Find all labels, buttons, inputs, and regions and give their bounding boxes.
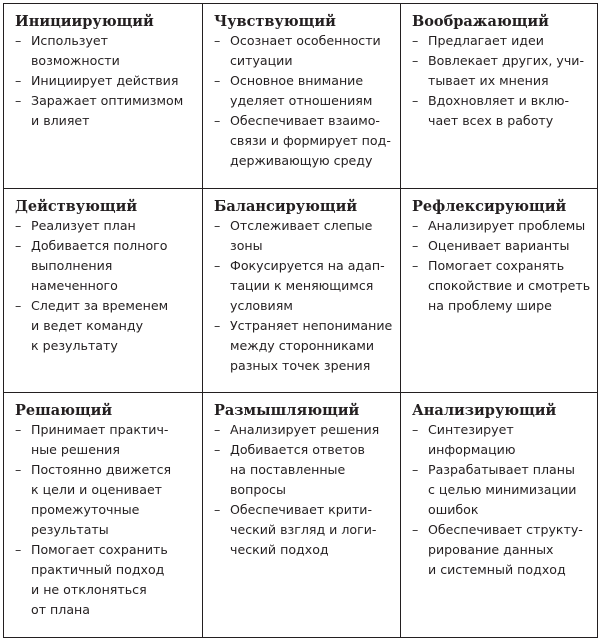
list-item xyxy=(412,420,591,460)
list-item xyxy=(214,256,394,316)
dash-bullet: – xyxy=(214,442,221,457)
trait-line: Следит за временем xyxy=(31,298,169,313)
list-item xyxy=(214,216,394,256)
role-title: Балансирующий xyxy=(214,198,358,215)
trait-line: промежуточные xyxy=(31,502,140,517)
list-item xyxy=(15,296,196,356)
dash-bullet: – xyxy=(214,218,221,233)
trait-line: выполнения xyxy=(31,258,113,273)
dash-bullet: – xyxy=(412,218,419,233)
list-item xyxy=(15,31,196,71)
trait-line: Обеспечивает крити- xyxy=(230,502,373,517)
trait-line: Отслеживает слепые xyxy=(230,218,373,233)
trait-line: тации к меняющимся xyxy=(230,278,374,293)
role-traits-list xyxy=(412,420,591,580)
trait-line: Принимает практич- xyxy=(31,422,169,437)
trait-text xyxy=(428,460,576,520)
dash-bullet: – xyxy=(412,258,419,273)
dash-bullet: – xyxy=(214,318,221,333)
dash-bullet: – xyxy=(214,258,221,273)
dash-bullet: – xyxy=(15,238,22,253)
trait-text xyxy=(428,420,515,460)
trait-text xyxy=(230,111,391,171)
trait-text xyxy=(230,31,381,71)
trait-line: зоны xyxy=(230,238,263,253)
list-item xyxy=(412,520,591,580)
trait-text xyxy=(31,296,168,356)
role-traits-list xyxy=(214,420,394,560)
list-item xyxy=(15,540,196,620)
trait-line: Осознает особенности xyxy=(230,33,381,48)
trait-line: Добивается полного xyxy=(31,238,168,253)
trait-line: вопросы xyxy=(230,482,286,497)
dash-bullet: – xyxy=(412,422,419,437)
trait-text xyxy=(230,316,392,376)
trait-line: и ведет команду xyxy=(31,318,144,333)
trait-line: Предлагает идеи xyxy=(428,33,544,48)
trait-line: связи и формирует под- xyxy=(230,133,391,148)
list-item xyxy=(214,316,394,376)
role-title: Решающий xyxy=(15,402,113,419)
trait-line: к цели и оценивает xyxy=(31,482,163,497)
trait-line: Обеспечивает взаимо- xyxy=(230,113,380,128)
roles-table xyxy=(3,3,598,638)
trait-line: Помогает сохранять xyxy=(428,258,565,273)
trait-line: на проблему шире xyxy=(428,298,552,313)
trait-line: информацию xyxy=(428,442,516,457)
trait-line: и системный подход xyxy=(428,562,566,577)
role-cell xyxy=(4,189,203,393)
trait-line: ческий взгляд и логи- xyxy=(230,522,377,537)
trait-line: уделяет отношениям xyxy=(230,93,373,108)
dash-bullet: – xyxy=(412,238,419,253)
trait-line: рирование данных xyxy=(428,542,554,557)
dash-bullet: – xyxy=(412,522,419,537)
list-item xyxy=(412,460,591,520)
trait-text xyxy=(31,71,178,91)
role-title: Рефлексирующий xyxy=(412,198,567,215)
trait-line: Реализует план xyxy=(31,218,136,233)
list-item xyxy=(214,440,394,500)
role-cell xyxy=(401,4,597,189)
trait-line: и не отклоняться xyxy=(31,582,147,597)
trait-text xyxy=(428,91,569,131)
trait-line: Основное внимание xyxy=(230,73,364,88)
dash-bullet: – xyxy=(15,542,22,557)
trait-line: Добивается ответов xyxy=(230,442,365,457)
trait-line: Заражает оптимизмом xyxy=(31,93,184,108)
list-item xyxy=(412,51,591,91)
dash-bullet: – xyxy=(214,73,221,88)
trait-line: ситуации xyxy=(230,53,293,68)
trait-text xyxy=(428,216,585,236)
trait-line: Вовлекает других, учи- xyxy=(428,53,585,68)
role-traits-list xyxy=(15,420,196,620)
role-cell xyxy=(203,189,401,393)
trait-line: Использует xyxy=(31,33,108,48)
trait-line: между сторонниками xyxy=(230,338,375,353)
trait-text xyxy=(428,31,544,51)
trait-line: Синтезирует xyxy=(428,422,514,437)
role-cell xyxy=(401,189,597,393)
trait-text xyxy=(230,256,385,316)
trait-text xyxy=(428,51,584,91)
trait-line: тывает их мнения xyxy=(428,73,549,88)
dash-bullet: – xyxy=(214,502,221,517)
dash-bullet: – xyxy=(15,462,22,477)
role-cell xyxy=(203,393,401,637)
dash-bullet: – xyxy=(412,93,419,108)
role-title: Анализирующий xyxy=(412,402,557,419)
dash-bullet: – xyxy=(15,218,22,233)
list-item xyxy=(214,420,394,440)
role-cell xyxy=(203,4,401,189)
dash-bullet: – xyxy=(214,113,221,128)
role-title: Воображающий xyxy=(412,13,549,30)
list-item xyxy=(412,91,591,131)
list-item xyxy=(214,500,394,560)
trait-line: намеченного xyxy=(31,278,118,293)
list-item xyxy=(15,236,196,296)
role-title: Действующий xyxy=(15,198,138,215)
trait-text xyxy=(230,420,379,440)
role-traits-list xyxy=(15,216,196,356)
trait-line: Постоянно движется xyxy=(31,462,172,477)
trait-text xyxy=(31,540,168,620)
dash-bullet: – xyxy=(15,93,22,108)
list-item xyxy=(412,256,591,316)
trait-line: практичный подход xyxy=(31,562,165,577)
trait-text xyxy=(230,71,372,111)
dash-bullet: – xyxy=(412,33,419,48)
list-item xyxy=(412,31,591,51)
list-item xyxy=(412,216,591,236)
list-item xyxy=(15,216,196,236)
role-cell xyxy=(4,393,203,637)
trait-text xyxy=(31,31,120,71)
role-traits-list xyxy=(412,216,591,316)
dash-bullet: – xyxy=(214,422,221,437)
trait-text xyxy=(31,420,168,460)
role-traits-list xyxy=(412,31,591,131)
dash-bullet: – xyxy=(15,422,22,437)
trait-line: ошибок xyxy=(428,502,479,517)
trait-line: на поставленные xyxy=(230,462,346,477)
trait-line: ческий подход xyxy=(230,542,329,557)
dash-bullet: – xyxy=(214,33,221,48)
trait-line: Анализирует проблемы xyxy=(428,218,586,233)
role-cell xyxy=(4,4,203,189)
trait-line: результаты xyxy=(31,522,109,537)
role-title: Размышляющий xyxy=(214,402,360,419)
list-item xyxy=(412,236,591,256)
role-traits-list xyxy=(214,31,394,171)
dash-bullet: – xyxy=(15,298,22,313)
role-traits-list xyxy=(214,216,394,376)
dash-bullet: – xyxy=(412,462,419,477)
trait-line: Устраняет непонимание xyxy=(230,318,393,333)
trait-line: условиям xyxy=(230,298,293,313)
role-traits-list xyxy=(15,31,196,131)
role-title: Инициирующий xyxy=(15,13,154,30)
trait-line: от плана xyxy=(31,602,90,617)
trait-line: держивающую среду xyxy=(230,153,373,168)
list-item xyxy=(15,420,196,460)
trait-line: спокойствие и смотреть xyxy=(428,278,591,293)
list-item xyxy=(15,71,196,91)
trait-line: чает всех в работу xyxy=(428,113,554,128)
trait-text xyxy=(31,236,167,296)
trait-line: Оценивает варианты xyxy=(428,238,570,253)
trait-line: Вдохновляет и вклю- xyxy=(428,93,569,108)
list-item xyxy=(15,91,196,131)
trait-text xyxy=(230,440,365,500)
trait-text xyxy=(428,236,569,256)
trait-text xyxy=(428,256,590,316)
trait-text xyxy=(230,216,372,256)
trait-line: Анализирует решения xyxy=(230,422,380,437)
trait-line: Инициирует действия xyxy=(31,73,179,88)
list-item xyxy=(15,460,196,540)
trait-line: Обеспечивает структу- xyxy=(428,522,583,537)
trait-line: возможности xyxy=(31,53,120,68)
list-item xyxy=(214,31,394,71)
role-title: Чувствующий xyxy=(214,13,336,30)
trait-line: Фокусируется на адап- xyxy=(230,258,385,273)
trait-line: ные решения xyxy=(31,442,120,457)
list-item xyxy=(214,71,394,111)
trait-line: и влияет xyxy=(31,113,90,128)
trait-line: разных точек зрения xyxy=(230,358,371,373)
trait-text xyxy=(230,500,376,560)
role-cell xyxy=(401,393,597,637)
trait-line: Разрабатывает планы xyxy=(428,462,575,477)
trait-line: к результату xyxy=(31,338,118,353)
dash-bullet: – xyxy=(15,33,22,48)
trait-text xyxy=(428,520,583,580)
dash-bullet: – xyxy=(412,53,419,68)
trait-text xyxy=(31,460,171,540)
trait-line: Помогает сохранить xyxy=(31,542,168,557)
trait-text xyxy=(31,216,136,236)
list-item xyxy=(214,111,394,171)
trait-line: с целью минимизации xyxy=(428,482,577,497)
dash-bullet: – xyxy=(15,73,22,88)
trait-text xyxy=(31,91,183,131)
